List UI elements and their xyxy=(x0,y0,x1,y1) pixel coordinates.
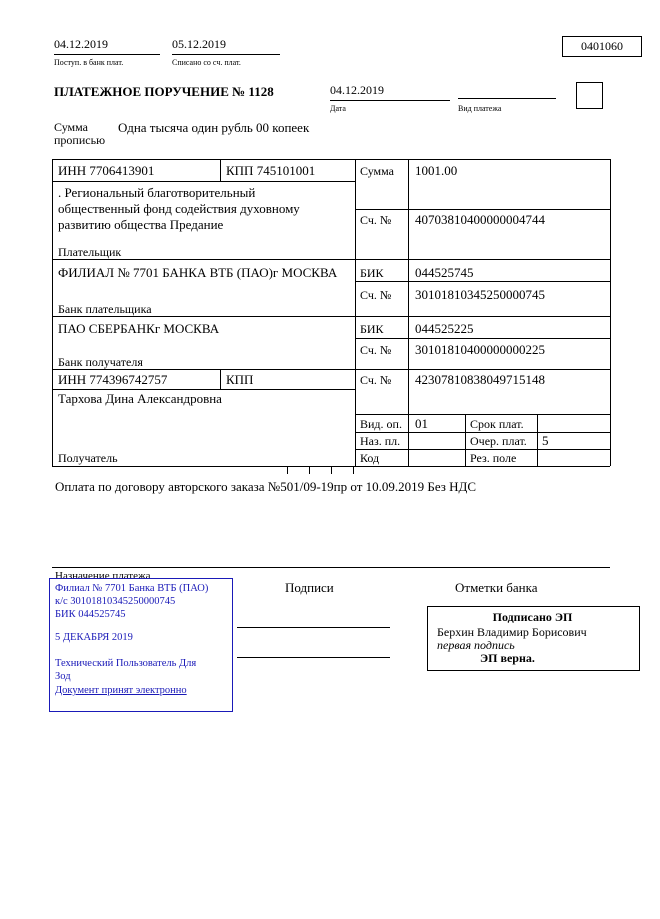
srok-plat-label: Срок плат. xyxy=(470,417,524,431)
kod-label: Код xyxy=(360,451,380,465)
document-title: ПЛАТЕЖНОЕ ПОРУЧЕНИЕ № 1128 xyxy=(54,84,274,99)
table-border-h xyxy=(355,338,610,339)
payer-section-label: Плательщик xyxy=(58,245,122,259)
signatures-label: Подписи xyxy=(285,580,334,595)
table-border-v xyxy=(610,159,611,466)
vid-op-value: 01 xyxy=(415,416,428,431)
ocher-plat-value: 5 xyxy=(542,433,549,448)
document-date: 04.12.2019 xyxy=(330,84,450,101)
table-border-v xyxy=(408,159,409,466)
payer-bank-bik: 044525745 xyxy=(415,265,474,280)
table-border-v xyxy=(537,414,538,466)
payee-inn: ИНН 774396742757 xyxy=(58,372,168,387)
table-border-h xyxy=(52,259,610,260)
signature-line-1 xyxy=(237,627,390,628)
table-border-h xyxy=(52,159,610,160)
payer-inn: ИНН 7706413901 xyxy=(58,163,155,178)
table-border-v xyxy=(220,159,221,181)
stamp-bank-name: Филиал № 7701 Банка ВТБ (ПАО) xyxy=(55,583,209,594)
amount-words-value: Одна тысяча один рубль 00 копеек xyxy=(118,120,310,135)
table-border-v xyxy=(355,159,356,466)
table-border-h xyxy=(355,414,610,415)
table-border-h xyxy=(355,432,610,433)
purpose-underline xyxy=(52,567,610,568)
payment-type-underline xyxy=(458,84,556,99)
esign-signer-role: первая подпись xyxy=(437,638,515,652)
table-border-h xyxy=(52,389,355,390)
amount-words-label-2: прописью xyxy=(54,133,106,147)
esign-status: ЭП верна. xyxy=(480,651,535,665)
table-border-h xyxy=(355,281,610,282)
stamp-date: 5 ДЕКАБРЯ 2019 xyxy=(55,632,133,643)
table-border-v xyxy=(52,159,53,466)
payee-kpp: КПП xyxy=(226,372,254,387)
ocher-plat-label: Очер. плат. xyxy=(470,434,527,448)
payer-name-line: . Региональный благотворительный xyxy=(58,185,256,200)
table-border-h xyxy=(52,181,355,182)
stamp-user-line-2: Зод xyxy=(55,671,71,682)
stamp-note: Документ принят электронно xyxy=(55,685,187,696)
payee-name: Тархова Дина Александровна xyxy=(58,391,222,406)
payment-type-label: Вид платежа xyxy=(458,104,502,113)
purpose-text: Оплата по договору авторского заказа №501/09-19пр от 10.09.2019 Без НДС xyxy=(55,479,477,494)
payee-account: 42307810838049715148 xyxy=(415,372,545,387)
amount-words-label-1: Сумма xyxy=(54,120,88,134)
payee-bank-account-label: Сч. № xyxy=(360,343,392,357)
payee-bank-bik: 044525225 xyxy=(415,321,474,336)
payer-kpp: КПП 745101001 xyxy=(226,163,316,178)
payer-name-line: общественный фонд содействия духовному xyxy=(58,201,300,216)
stamp-user-line-1: Технический Пользователь Для xyxy=(55,658,197,669)
payee-bank-name: ПАО СБЕРБАНКг МОСКВА xyxy=(58,321,220,336)
esign-signer-name: Берхин Владимир Борисович xyxy=(437,625,587,639)
purpose-label: Назначение платежа xyxy=(55,570,151,582)
payer-bank-bik-label: БИК xyxy=(360,266,384,280)
payer-bank-section-label: Банк плательщика xyxy=(58,302,152,316)
table-border-v xyxy=(220,369,221,389)
table-border-h xyxy=(355,209,610,210)
naz-pl-label: Наз. пл. xyxy=(360,434,401,448)
debited-date-label: Списано со сч. плат. xyxy=(172,58,241,67)
payer-account: 40703810400000004744 xyxy=(415,212,545,227)
payment-kind-box xyxy=(576,82,603,109)
rez-pole-label: Рез. поле xyxy=(470,451,517,465)
stamp-corr-account: к/с 30101810345250000745 xyxy=(55,596,176,607)
signature-line-2 xyxy=(237,657,390,658)
sum-label: Сумма xyxy=(360,164,394,178)
payee-bank-section-label: Банк получателя xyxy=(58,355,143,369)
received-date: 04.12.2019 xyxy=(54,38,160,55)
payee-bank-bik-label: БИК xyxy=(360,322,384,336)
payer-bank-name: ФИЛИАЛ № 7701 БАНКА ВТБ (ПАО)г МОСКВА xyxy=(58,265,338,280)
vid-op-label: Вид. оп. xyxy=(360,417,402,431)
payer-bank-account: 30101810345250000745 xyxy=(415,287,545,302)
sum-value: 1001.00 xyxy=(415,163,458,178)
tick-mark xyxy=(331,466,332,474)
table-border-h xyxy=(355,449,610,450)
payer-name-line: развитию общества Предание xyxy=(58,217,224,232)
date-label: Дата xyxy=(330,104,346,113)
payee-section-label: Получатель xyxy=(58,451,118,465)
bank-marks-label: Отметки банка xyxy=(455,580,538,595)
received-date-label: Поступ. в банк плат. xyxy=(54,58,124,67)
stamp-bik: БИК 044525745 xyxy=(55,609,126,620)
payee-account-label: Сч. № xyxy=(360,373,392,387)
table-border-v xyxy=(465,414,466,466)
tick-mark xyxy=(309,466,310,474)
form-code-box: 0401060 xyxy=(562,36,642,57)
payer-bank-account-label: Сч. № xyxy=(360,288,392,302)
tick-mark xyxy=(353,466,354,474)
tick-mark xyxy=(287,466,288,474)
debited-date: 05.12.2019 xyxy=(172,38,280,55)
esign-title: Подписано ЭП xyxy=(492,610,573,624)
payee-bank-account: 30101810400000000225 xyxy=(415,342,545,357)
payer-account-label: Сч. № xyxy=(360,213,392,227)
